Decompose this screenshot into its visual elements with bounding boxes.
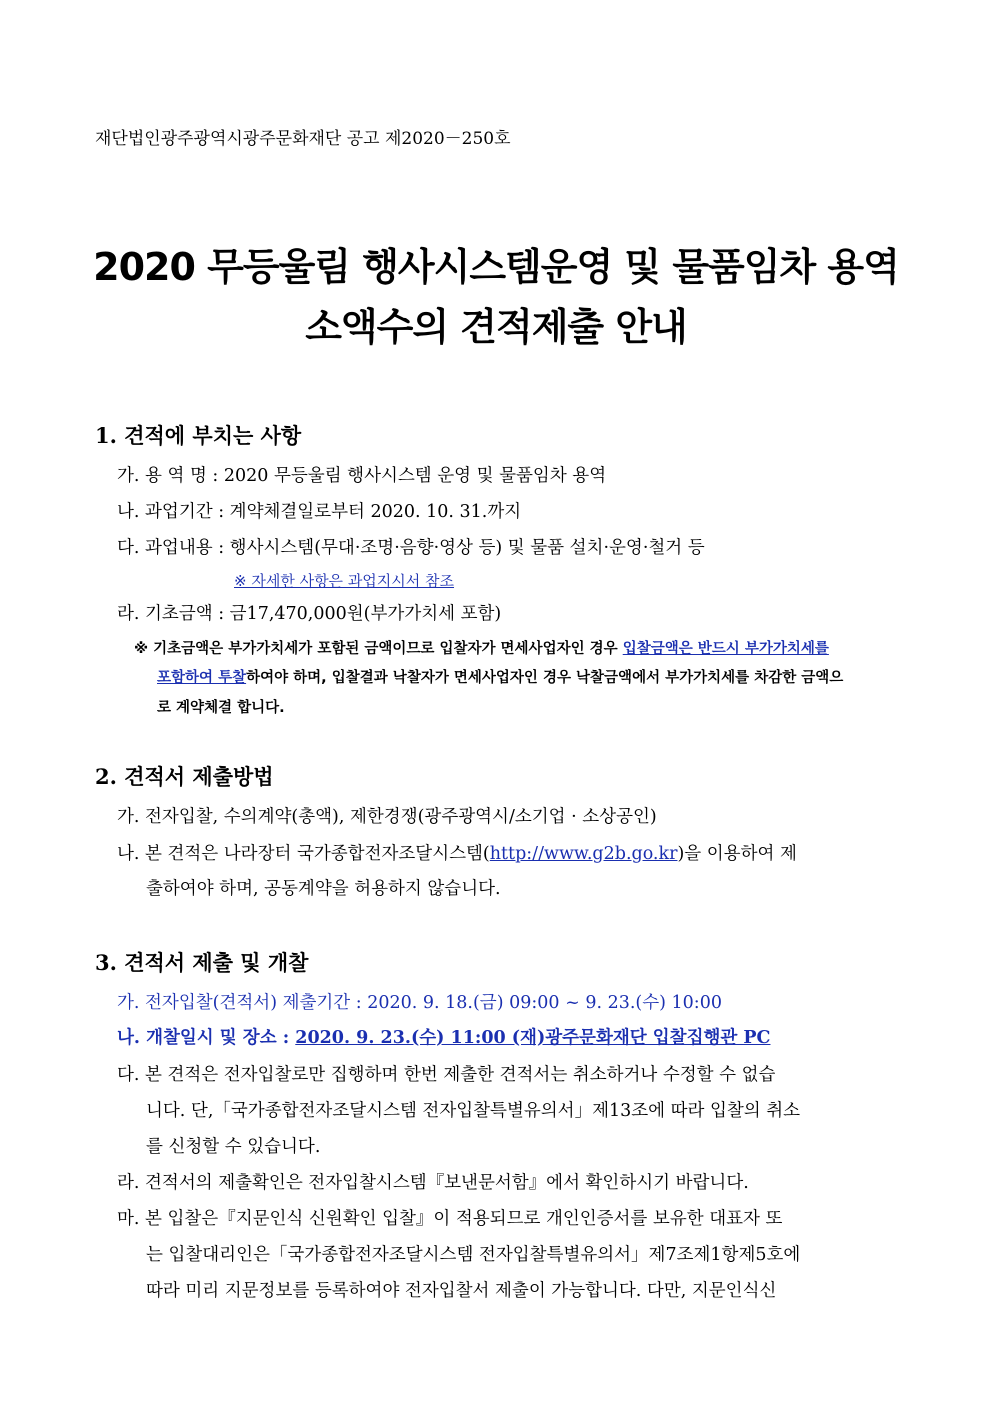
- section2-item-a: 가. 전자입찰, 수의계약(총액), 제한경쟁(광주광역시/소기업 · 소상공인): [117, 807, 657, 827]
- vat-note-line3: 로 계약체결 합니다.: [157, 700, 285, 716]
- notice-number: 재단법인광주광역시광주문화재단 공고 제2020－250호: [95, 129, 511, 149]
- vat-note-emphasis: 입찰금액은 반드시 부가가치세를: [622, 641, 829, 657]
- vat-note-emphasis-2: 포함하여 투찰: [157, 670, 247, 686]
- section2-heading: 2. 견적서 제출방법: [95, 764, 274, 789]
- section3-item-c-line2: 니다. 단,「국가종합전자조달시스템 전자입찰특별유의서」제13조에 따라 입찰의 취소: [146, 1101, 801, 1121]
- vat-note-text-2: 하여야 하며, 입찰결과 낙찰자가 면세사업자인 경우 낙찰금액에서 부가가치세를 차감한 금액으: [246, 670, 844, 686]
- opening-value: 2020. 9. 23.(수) 11:00 (재)광주문화재단 입찰집행관 PC: [295, 1028, 771, 1048]
- page-title-line2: 소액수의 견적제출 안내: [305, 305, 687, 349]
- opening-label: 나. 개찰일시 및 장소 :: [117, 1028, 296, 1048]
- section2-item-b-line2: 출하여야 하며, 공동계약을 허용하지 않습니다.: [146, 879, 501, 899]
- section3-item-b: [117, 1024, 770, 1049]
- section2-item-b-line1: [117, 840, 797, 865]
- section3-item-c-line1: 다. 본 견적은 전자입찰로만 집행하며 한번 제출한 견적서는 취소하거나 수정할 수 없습: [117, 1065, 776, 1085]
- section1-item-b: 나. 과업기간 : 계약체결일로부터 2020. 10. 31.까지: [117, 502, 522, 522]
- section3-heading: 3. 견적서 제출 및 개찰: [95, 950, 309, 975]
- page-title-line1: 2020 무등울림 행사시스템운영 및 물품임차 용역: [93, 245, 899, 289]
- vat-note-line1: [134, 637, 829, 658]
- section2-item-b-text: 나. 본 견적은 나라장터 국가종합전자조달시스템(: [117, 844, 490, 864]
- section3-item-c-line3: 를 신청할 수 있습니다.: [146, 1137, 321, 1157]
- section1-item-a: 가. 용 역 명 : 2020 무등울림 행사시스템 운영 및 물품임차 용역: [117, 466, 607, 486]
- section2-item-b-text-2: )을 이용하여 제: [677, 844, 797, 864]
- section1-heading: 1. 견적에 부치는 사항: [95, 423, 302, 448]
- task-order-reference: ※ 자세한 사항은 과업지시서 참조: [234, 572, 455, 590]
- section3-item-a: 가. 전자입찰(견적서) 제출기간 : 2020. 9. 18.(금) 09:00 ~ 9. 23.(수) 10:00: [117, 993, 722, 1013]
- vat-note-text: ※ 기초금액은 부가가치세가 포함된 금액이므로 입찰자가 면세사업자인 경우: [134, 641, 623, 657]
- section3-item-e-line3: 따라 미리 지문정보를 등록하여야 전자입찰서 제출이 가능합니다. 다만, 지문인식신: [146, 1281, 777, 1301]
- section1-item-c: 다. 과업내용 : 행사시스템(무대·조명·음향·영상 등) 및 물품 설치·운영·철거 등: [117, 538, 705, 558]
- section3-item-d: 라. 견적서의 제출확인은 전자입찰시스템『보낸문서함』에서 확인하시기 바랍니다.: [117, 1173, 749, 1193]
- section3-item-e-line1: 마. 본 입찰은『지문인식 신원확인 입찰』이 적용되므로 개인인증서를 보유한 대표자 또: [117, 1209, 783, 1229]
- g2b-url-link[interactable]: http://www.g2b.go.kr: [489, 844, 678, 864]
- section1-item-d: 라. 기초금액 : 금17,470,000원(부가가치세 포함): [117, 604, 502, 624]
- section3-item-e-line2: 는 입찰대리인은「국가종합전자조달시스템 전자입찰특별유의서」제7조제1항제5호에: [146, 1245, 801, 1265]
- vat-note-line2: [157, 666, 843, 687]
